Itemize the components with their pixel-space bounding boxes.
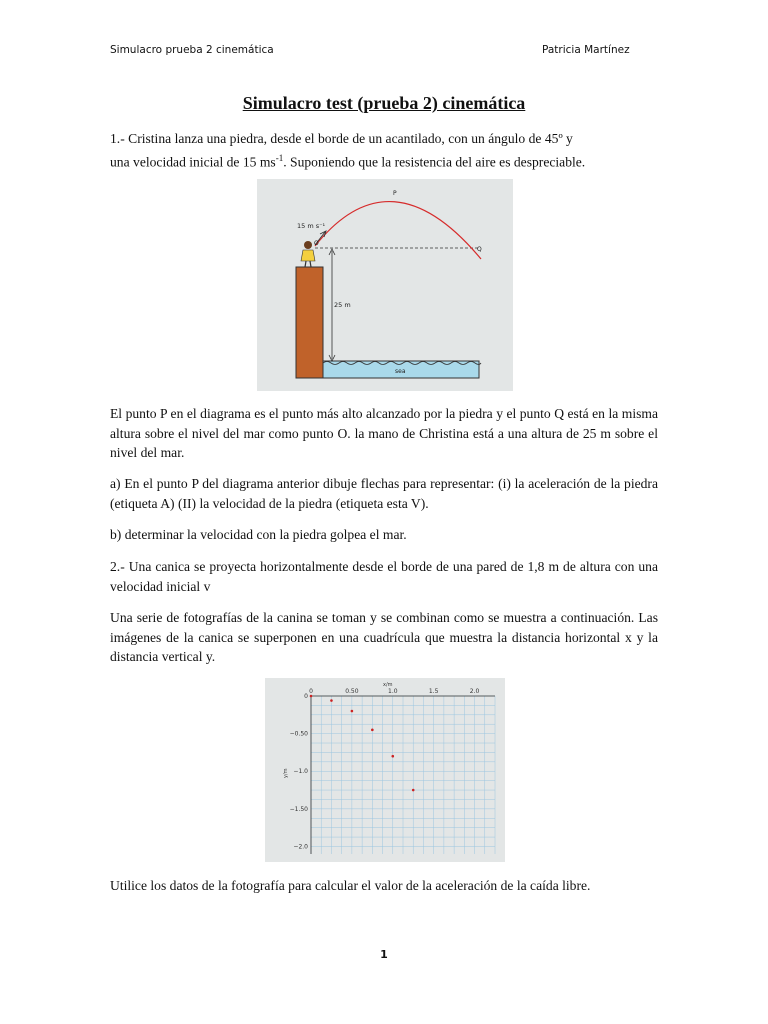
paragraph-photos: Una serie de fotografías de la canina se toman y se combinan como se muestra a continuación. Las imágenes de la canica se superponen en una cuadrícula que muestra la distancia horizontal x y la distancia vertical y. bbox=[110, 610, 658, 664]
header-left: Simulacro prueba 2 cinemática bbox=[110, 44, 274, 56]
header-right: Patricia Martínez bbox=[542, 44, 630, 56]
paragraph-part-b: b) determinar la velocidad con la piedra golpea el mar. bbox=[110, 527, 407, 542]
y-tick-label: −2.0 bbox=[293, 843, 308, 851]
point-p-label: P bbox=[393, 190, 397, 197]
data-point bbox=[310, 695, 313, 698]
data-point bbox=[412, 789, 415, 792]
point-o-label: O bbox=[314, 240, 319, 247]
data-point bbox=[351, 710, 354, 713]
y-axis-label: y/m bbox=[283, 768, 289, 778]
y-tick-label: −1.50 bbox=[289, 805, 308, 813]
x-tick-label: 2.0 bbox=[469, 688, 480, 695]
question-1-line1: 1.- Cristina lanza una piedra, desde el borde de un acantilado, con un ángulo de 45º y bbox=[110, 131, 573, 146]
paragraph-part-a: a) En el punto P del diagrama anterior dibuje flechas para representar: (i) la aceleración de la piedra (etiqueta A) (II) la velocidad de la piedra (etiqueta esta V). bbox=[110, 476, 658, 511]
diagram-background bbox=[257, 179, 513, 391]
question-2: 2.- Una canica se proyecta horizontalmente desde el borde de una pared de 1,8 m de altura con una velocidad inicial v bbox=[110, 559, 658, 594]
x-tick-label: 0 bbox=[309, 688, 313, 695]
point-q-label: Q bbox=[477, 246, 482, 253]
unit-exponent: -1 bbox=[275, 152, 284, 163]
marble-grid-chart bbox=[265, 678, 505, 862]
data-point bbox=[371, 729, 374, 732]
x-tick-label: 1.0 bbox=[388, 688, 398, 695]
page-title: Simulacro test (prueba 2) cinemática bbox=[242, 93, 526, 113]
y-tick-label: 0 bbox=[304, 693, 308, 700]
speed-label: 15 m s⁻¹ bbox=[297, 222, 326, 230]
question-1 bbox=[110, 129, 658, 172]
question-1-line2-post: . Suponiendo que la resistencia del aire es despreciable. bbox=[283, 154, 586, 170]
question-1-line2-pre: una velocidad inicial de 15 ms bbox=[110, 154, 276, 170]
paragraph-final: Utilice los datos de la fotografía para calcular el valor de la aceleración de la caída libre. bbox=[110, 878, 591, 893]
x-tick-label: 0.50 bbox=[345, 688, 359, 695]
x-axis-label: x/m bbox=[383, 682, 393, 688]
data-point bbox=[391, 755, 394, 758]
y-tick-label: −1.0 bbox=[293, 768, 308, 776]
page-number: 1 bbox=[380, 948, 388, 961]
y-tick-label: −0.50 bbox=[289, 730, 308, 738]
cliff bbox=[296, 267, 323, 378]
cliff-diagram bbox=[257, 179, 513, 391]
sea-label: sea bbox=[395, 368, 406, 375]
x-tick-label: 1.5 bbox=[428, 688, 439, 695]
data-point bbox=[330, 699, 333, 702]
height-label: 25 m bbox=[334, 301, 351, 309]
paragraph-points: El punto P en el diagrama es el punto más alto alcanzado por la piedra y el punto Q está en la misma altura sobre el nivel del mar como punto O. la mano de Christina está a una altura de 25 m sobre el nivel del mar. bbox=[110, 406, 658, 460]
